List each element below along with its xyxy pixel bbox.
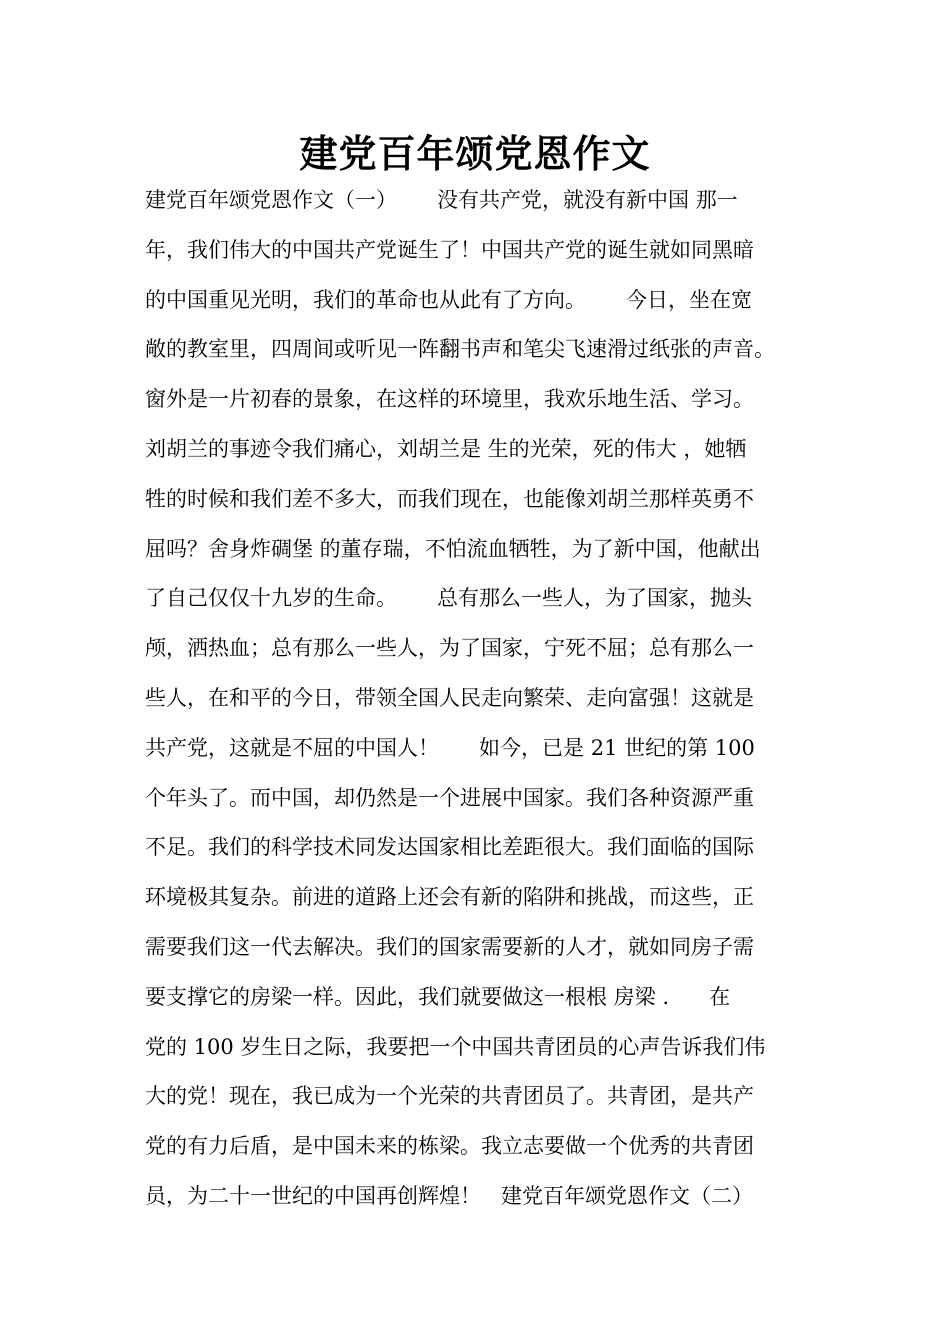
body-line: 敞的教室里，四周间或听见一阵翻书声和笔尖飞速滑过纸张的声音。 <box>145 337 775 362</box>
document-body <box>145 176 825 1222</box>
body-line: 员，为二十一世纪的中国再创辉煌！ 建党百年颂党恩作文（二） <box>145 1183 754 1208</box>
body-line: 屈吗？舍身炸碉堡 的董存瑞，不怕流血牺牲，为了新中国，他献出 <box>145 536 761 561</box>
body-line: 党的 100 岁生日之际，我要把一个中国共青团员的心声告诉我们伟 <box>145 1034 766 1059</box>
body-line: 了自己仅仅十九岁的生命。 总有那么一些人，为了国家，抛头 <box>145 586 753 611</box>
body-line: 党的有力后盾，是中国未来的栋梁。我立志要做一个优秀的共青团 <box>145 1134 754 1159</box>
body-line: 建党百年颂党恩作文（一） 没有共产党，就没有新中国 那一 <box>145 188 738 212</box>
body-line: 个年头了。而中国，却仍然是一个进展中国家。我们各种资源严重 <box>145 785 754 810</box>
body-line: 大的党！现在，我已成为一个光荣的共青团员了。共青团，是共产 <box>145 1084 754 1109</box>
body-line: 牲的时候和我们差不多大，而我们现在，也能像刘胡兰那样英勇不 <box>145 486 754 511</box>
document-title: 建党百年颂党恩作文 <box>299 131 651 176</box>
body-line: 环境极其复杂。前进的道路上还会有新的陷阱和挑战，而这些，正 <box>145 885 754 910</box>
body-line: 共产党，这就是不屈的中国人！ 如今，已是 21 世纪的第 100 <box>145 735 755 760</box>
body-line: 颅，洒热血；总有那么一些人，为了国家，宁死不屈；总有那么一 <box>145 636 754 661</box>
body-line: 些人，在和平的今日，带领全国人民走向繁荣、走向富强！这就是 <box>145 685 754 710</box>
body-line: 需要我们这一代去解决。我们的国家需要新的人才，就如同房子需 <box>145 934 754 959</box>
body-line: 不足。我们的科学技术同发达国家相比差距很大。我们面临的国际 <box>145 835 754 860</box>
body-line: 的中国重见光明，我们的革命也从此有了方向。 今日，坐在宽 <box>145 287 753 312</box>
body-line: 要支撑它的房梁一样。因此，我们就要做这一根根 房梁 . 在 <box>145 984 731 1009</box>
body-line: 刘胡兰的事迹令我们痛心，刘胡兰是 生的光荣，死的伟大 ，她牺 <box>145 436 747 461</box>
body-line: 年，我们伟大的中国共产党诞生了！中国共产党的诞生就如同黑暗 <box>145 237 754 262</box>
body-line: 窗外是一片初春的景象，在这样的环境里，我欢乐地生活、学习。 <box>145 387 754 412</box>
